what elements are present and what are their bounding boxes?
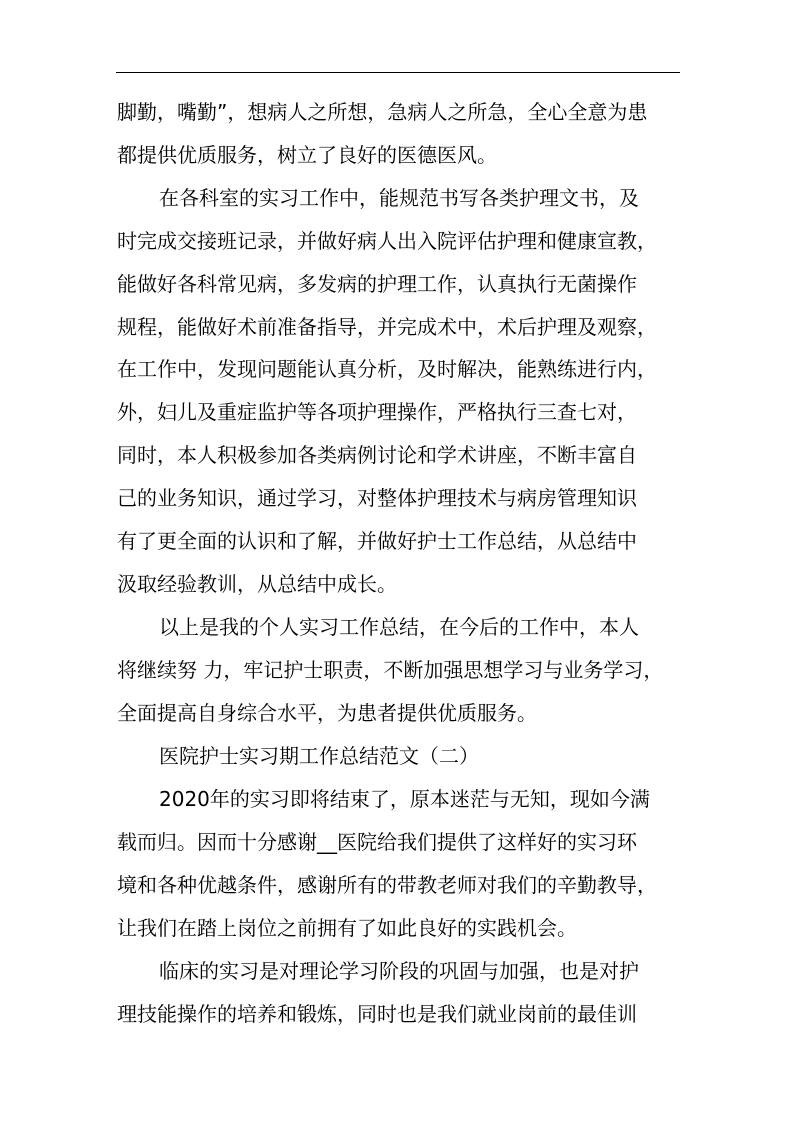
- body-line: 在工作中，发现问题能认真分析，及时解决，能熟练进行内，: [117, 357, 657, 381]
- body-line: 以上是我的个人实习工作总结，在今后的工作中，本人: [159, 615, 639, 639]
- body-line: 有了更全面的认识和了解，并做好护士工作总结，从总结中: [117, 529, 637, 553]
- body-line: 将继续努 力，牢记护士职责，不断加强思想学习与业务学习，: [117, 658, 664, 682]
- body-line: 载而归。因而十分感谢__医院给我们提供了这样好的实习环: [117, 830, 637, 854]
- body-line: 临床的实习是对理论学习阶段的巩固与加强，也是对护: [159, 959, 639, 983]
- body-line: 外，妇儿及重症监护等各项护理操作，严格执行三查七对，: [117, 400, 637, 424]
- body-line: 2020年的实习即将结束了，原本迷茫与无知，现如今满: [159, 787, 650, 811]
- body-line: 脚勤，嘴勤”，想病人之所想，急病人之所急，全心全意为患: [117, 100, 648, 124]
- body-line: 在各科室的实习工作中，能规范书写各类护理文书，及: [159, 186, 639, 210]
- body-line: 汲取经验教训，从总结中成长。: [117, 572, 397, 596]
- body-line: 都提供优质服务，树立了良好的医德医风。: [117, 143, 497, 167]
- body-line: 理技能操作的培养和锻炼，同时也是我们就业岗前的最佳训: [117, 1002, 637, 1026]
- body-line: 全面提高自身综合水平，为患者提供优质服务。: [117, 701, 537, 725]
- header-rule: [116, 72, 680, 73]
- body-line: 同时，本人积极参加各类病例讨论和学术讲座，不断丰富自: [117, 443, 637, 467]
- body-line: 时完成交接班记录，并做好病人出入院评估护理和健康宣教，: [117, 229, 657, 253]
- body-line: 能做好各科常见病，多发病的护理工作，认真执行无菌操作: [117, 272, 637, 296]
- body-line: 规程，能做好术前准备指导，并完成术中，术后护理及观察，: [117, 315, 657, 339]
- section-heading: 医院护士实习期工作总结范文（二）: [159, 744, 479, 768]
- body-line: 让我们在踏上岗位之前拥有了如此良好的实践机会。: [117, 916, 577, 940]
- body-line: 境和各种优越条件，感谢所有的带教老师对我们的辛勤教导，: [117, 873, 657, 897]
- body-line: 己的业务知识，通过学习，对整体护理技术与病房管理知识: [117, 486, 637, 510]
